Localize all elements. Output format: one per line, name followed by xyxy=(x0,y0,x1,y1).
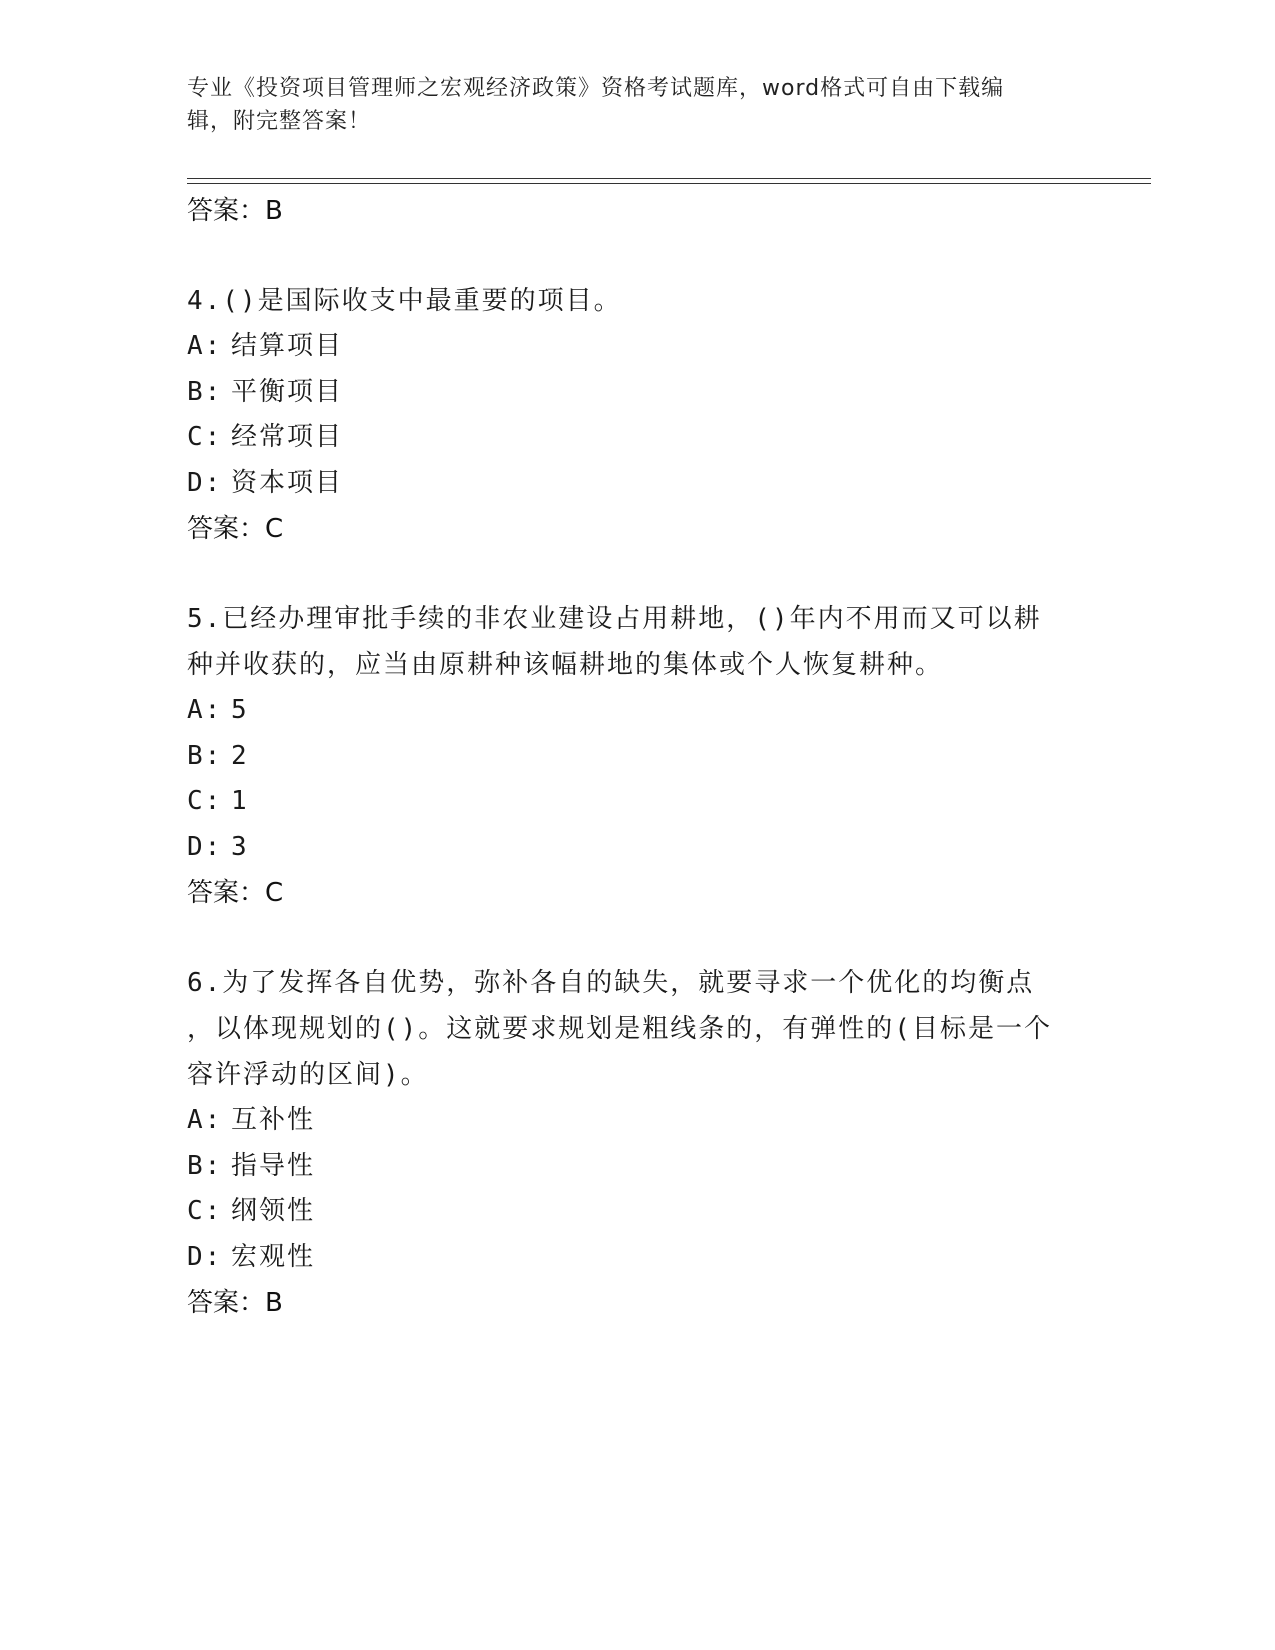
option-c xyxy=(187,779,1067,825)
header-divider-bottom xyxy=(187,183,1151,184)
option-b xyxy=(187,1144,1067,1190)
question-list xyxy=(187,188,1067,1326)
option-d xyxy=(187,825,1067,871)
question-stem-line: ，以体现规划的()。这就要求规划是粗线条的，有弹性的(目标是一个 xyxy=(187,1014,1052,1044)
option-key: A: xyxy=(187,1105,223,1135)
option-key: D: xyxy=(187,831,223,862)
question-stem-line: 4.()是国际收支中最重要的项目。 xyxy=(187,286,622,316)
option-key: B: xyxy=(187,740,223,771)
option-text: 3 xyxy=(231,831,249,862)
option-text: 宏观性 xyxy=(231,1241,316,1272)
option-key: C: xyxy=(187,786,223,816)
option-c xyxy=(187,1189,1067,1235)
option-key: C: xyxy=(187,1196,223,1226)
header-line-2: 辑，附完整答案！ xyxy=(187,109,372,134)
header-divider-top xyxy=(187,178,1151,179)
question-stem-line: 6.为了发挥各自优势，弥补各自的缺失，就要寻求一个优化的均衡点 xyxy=(187,968,1035,998)
option-text: 资本项目 xyxy=(231,467,344,498)
question-6 xyxy=(187,960,1067,1326)
answer: 答案：C xyxy=(187,514,284,544)
question-5 xyxy=(187,596,1067,916)
option-text: 经常项目 xyxy=(231,422,344,452)
option-text: 指导性 xyxy=(231,1150,316,1181)
option-key: D: xyxy=(187,467,223,498)
question-stem-line: 5.已经办理审批手续的非农业建设占用耕地，()年内不用而又可以耕 xyxy=(187,604,1042,634)
option-a xyxy=(187,1098,1067,1144)
option-key: A: xyxy=(187,331,223,361)
option-c xyxy=(187,415,1067,461)
question-stem-line: 容许浮动的区间)。 xyxy=(187,1060,429,1090)
option-b xyxy=(187,734,1067,780)
question-4 xyxy=(187,278,1067,552)
option-key: D: xyxy=(187,1241,223,1272)
option-text: 结算项目 xyxy=(231,331,344,361)
option-d xyxy=(187,461,1067,507)
option-key: B: xyxy=(187,376,223,407)
option-text: 平衡项目 xyxy=(231,376,344,407)
option-a xyxy=(187,324,1067,370)
header-line-1: 专业《投资项目管理师之宏观经济政策》资格考试题库，word格式可自由下载编 xyxy=(187,76,1005,101)
answer-previous: 答案：B xyxy=(187,196,283,226)
option-b xyxy=(187,370,1067,416)
option-a xyxy=(187,688,1067,734)
option-key: C: xyxy=(187,422,223,452)
option-text: 2 xyxy=(231,740,249,771)
option-text: 互补性 xyxy=(231,1105,316,1135)
option-key: B: xyxy=(187,1150,223,1181)
option-text: 1 xyxy=(231,786,249,816)
option-d xyxy=(187,1235,1067,1281)
answer: 答案：C xyxy=(187,878,284,908)
option-text: 纲领性 xyxy=(231,1196,316,1226)
answer: 答案：B xyxy=(187,1288,283,1318)
question-stem-line: 种并收获的，应当由原耕种该幅耕地的集体或个人恢复耕种。 xyxy=(187,650,944,680)
option-text: 5 xyxy=(231,695,249,725)
document-header xyxy=(187,72,1067,138)
option-key: A: xyxy=(187,695,223,725)
